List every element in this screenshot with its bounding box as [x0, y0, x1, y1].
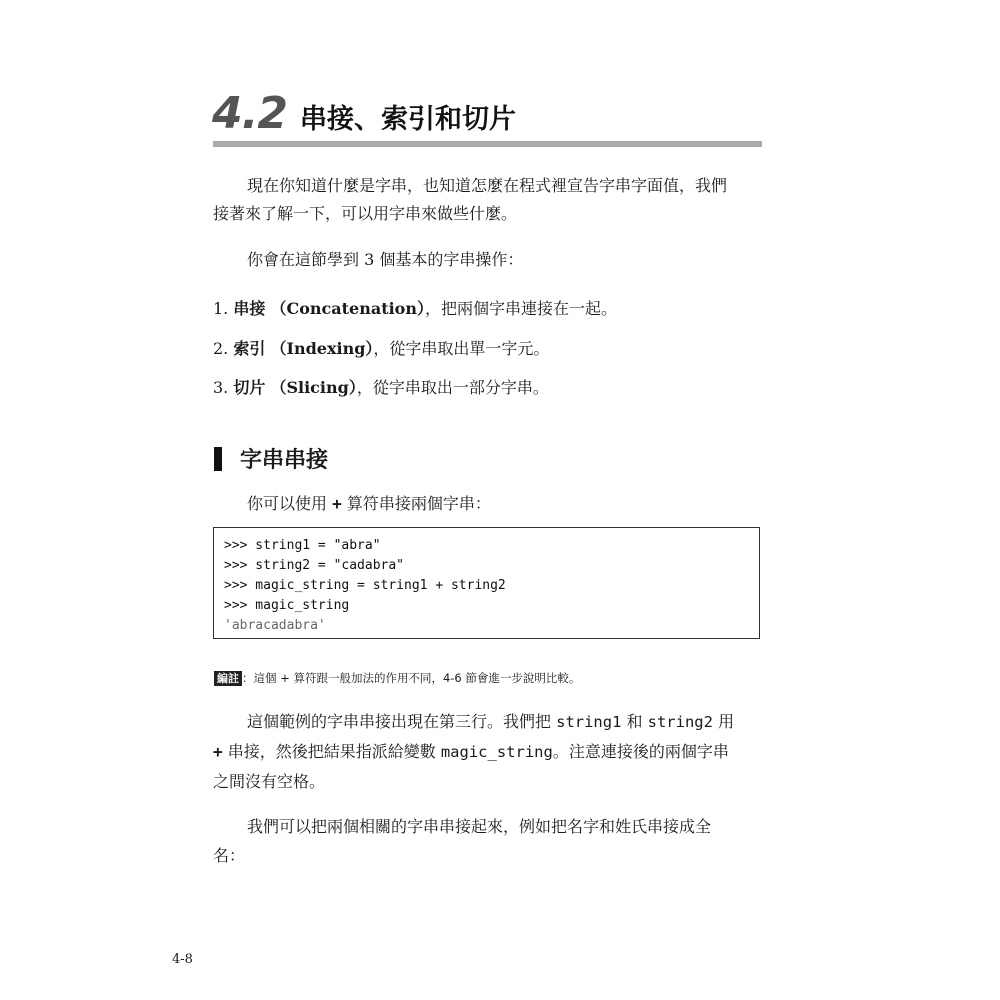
code-inline-string1: string1 — [556, 713, 622, 731]
op-term: 切片 — [233, 378, 266, 397]
concat-intro-after: 算符串接兩個字串： — [346, 494, 491, 513]
op-num: 3. — [213, 378, 229, 397]
note-badge: 編註 — [214, 671, 242, 686]
explain-line-2 — [213, 737, 761, 767]
op-en: （Indexing） — [270, 339, 374, 358]
page-number: 4-8 — [172, 952, 193, 967]
note-text: ：這個 + 算符跟一般加法的作用不同，4-6 節會進一步說明比較。 — [242, 671, 581, 685]
code-line: >>> string1 = "abra" — [224, 538, 381, 553]
op-desc: ，把兩個字串連接在一起。 — [424, 299, 617, 318]
op-desc: ，從字串取出一部分字串。 — [356, 378, 549, 397]
intro-line-1: 現在你知道什麼是字串，也知道怎麼在程式裡宣告字串字面值，我們 — [247, 176, 728, 195]
code-line: >>> magic_string — [224, 598, 350, 613]
section-rule — [213, 141, 762, 147]
op-num: 2. — [213, 339, 229, 358]
code-inline-magic-string: magic_string — [440, 743, 553, 761]
explain-line-3: 之間沒有空格。 — [213, 772, 326, 791]
fullname-line-2: 名： — [213, 846, 246, 865]
code-output: 'abracadabra' — [224, 618, 326, 633]
explain-text: 這個範例的字串串接出現在第三行。我們把 — [247, 712, 552, 731]
op-en: （Slicing） — [270, 378, 357, 397]
concat-intro — [247, 490, 795, 518]
op-en: （Concatenation） — [270, 299, 425, 318]
op-desc: ，從字串取出單一字元。 — [373, 339, 550, 358]
code-block — [213, 527, 760, 639]
op-term: 串接 — [233, 299, 266, 318]
explain-line-1 — [213, 707, 761, 737]
explain-text: 和 — [626, 712, 643, 731]
code-line: >>> string2 = "cadabra" — [224, 558, 405, 573]
explain-paragraph — [213, 707, 761, 796]
explain-text: 串接，然後把結果指派給變數 — [227, 742, 436, 761]
section-title: 串接、索引和切片 — [300, 104, 516, 135]
op-item-1 — [213, 296, 617, 319]
subsection-marker — [214, 447, 222, 471]
code-line: >>> magic_string = string1 + string2 — [224, 578, 506, 593]
explain-text: 用 — [718, 712, 735, 731]
plus-operator: + — [213, 742, 223, 761]
ops-intro: 你會在這節學到 3 個基本的字串操作： — [247, 250, 524, 269]
fullname-line-1: 我們可以把兩個相關的字串串接起來，例如把名字和姓氏串接成全 — [247, 817, 712, 836]
code-inline-string2: string2 — [647, 713, 713, 731]
editor-note — [214, 670, 580, 686]
section-number: 4.2 — [212, 88, 287, 139]
plus-operator: + — [332, 494, 342, 513]
subsection-title: 字串串接 — [240, 448, 329, 473]
explain-text: 。注意連接後的兩個字串 — [552, 742, 729, 761]
op-item-3 — [213, 375, 549, 398]
intro-line-2: 接著來了解一下，可以用字串來做些什麼。 — [213, 204, 518, 223]
intro-paragraph — [213, 172, 761, 228]
op-num: 1. — [213, 299, 229, 318]
concat-intro-before: 你可以使用 — [247, 494, 328, 513]
fullname-paragraph — [213, 812, 761, 870]
op-item-2 — [213, 336, 549, 359]
op-term: 索引 — [233, 339, 266, 358]
